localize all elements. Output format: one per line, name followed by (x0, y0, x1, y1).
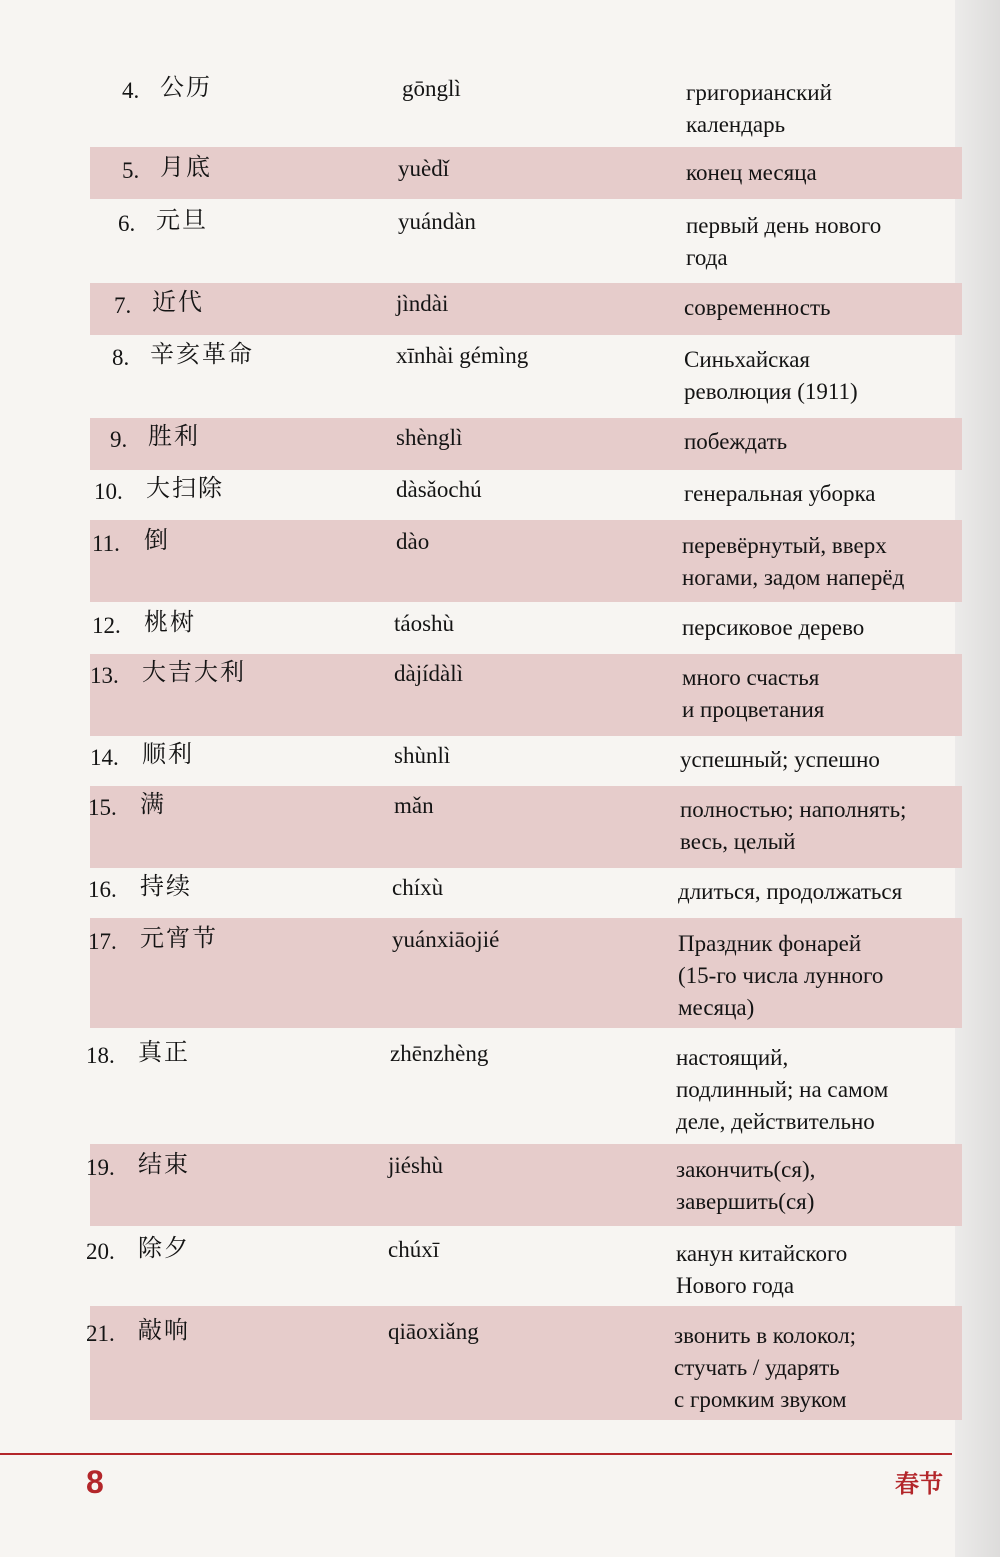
entry-number: 6. (118, 211, 136, 236)
entry-number: 8. (112, 345, 130, 370)
entry-hanzi: 大扫除 (146, 474, 224, 502)
translation-line: длиться, продолжаться (678, 879, 903, 904)
row-highlight-band (90, 418, 962, 470)
entry-pinyin: xīnhài gémìng (396, 343, 529, 368)
translation-line: календарь (686, 112, 786, 137)
entry-number: 4. (122, 78, 140, 103)
entry-number: 12. (92, 613, 121, 638)
entry-pinyin: yuèdǐ (398, 156, 450, 181)
entry-number: 15. (88, 795, 117, 820)
entry-number: 10. (94, 479, 123, 504)
entry-translation (684, 478, 876, 510)
entry-translation (676, 1238, 847, 1302)
entry-translation (680, 794, 906, 858)
entry-translation (686, 157, 817, 189)
entry-pinyin: táoshù (394, 611, 455, 636)
translation-line: завершить(ся) (676, 1189, 815, 1214)
entry-hanzi: 元宵节 (140, 924, 218, 952)
entry-hanzi: 桃树 (144, 608, 196, 636)
entry-translation (682, 662, 824, 726)
entry-pinyin: chúxī (388, 1237, 440, 1262)
page-number: 8 (86, 1464, 104, 1500)
entry-translation (680, 744, 880, 776)
translation-line: закончить(ся), (676, 1157, 816, 1182)
entry-translation (686, 77, 832, 141)
entry-translation (678, 928, 883, 1024)
entry-hanzi: 结束 (138, 1150, 190, 1178)
entry-translation (684, 426, 787, 458)
entry-hanzi: 除夕 (138, 1234, 190, 1262)
entry-pinyin: jìndài (396, 291, 449, 316)
entry-hanzi: 辛亥革命 (150, 340, 254, 368)
translation-line: деле, действительно (676, 1109, 875, 1134)
entry-number: 16. (88, 877, 117, 902)
entry-pinyin: dàsǎochú (396, 477, 482, 502)
entry-hanzi: 元旦 (156, 206, 208, 234)
translation-line: первый день нового (686, 213, 882, 238)
entry-pinyin: shènglì (396, 425, 463, 450)
entry-number: 5. (122, 158, 140, 183)
entry-pinyin: shùnlì (394, 743, 451, 768)
translation-line: много счастья (682, 665, 820, 690)
translation-line: григорианский (686, 80, 832, 105)
translation-line: Праздник фонарей (678, 931, 862, 956)
entry-translation (682, 612, 864, 644)
entry-number: 7. (114, 293, 132, 318)
entry-pinyin: yuánxiāojié (392, 927, 500, 952)
entry-hanzi: 顺利 (142, 740, 194, 768)
entry-translation (684, 344, 858, 408)
translation-line: (15-го числа лунного (678, 963, 884, 988)
entry-translation (678, 876, 902, 908)
entry-pinyin: dàjídàlì (394, 661, 463, 686)
entry-number: 19. (86, 1155, 115, 1180)
entry-hanzi: 近代 (152, 288, 204, 316)
entry-number: 18. (86, 1043, 115, 1068)
entry-hanzi: 真正 (138, 1038, 190, 1066)
translation-line: звонить в колокол; (674, 1323, 857, 1348)
translation-line: успешный; успешно (680, 747, 880, 772)
footer-rule (0, 1453, 952, 1455)
entry-hanzi: 大吉大利 (142, 658, 246, 686)
translation-line: генеральная уборка (684, 481, 876, 506)
entry-number: 9. (110, 427, 128, 452)
entry-pinyin: zhēnzhèng (390, 1041, 489, 1066)
entry-number: 14. (90, 745, 119, 770)
translation-line: Нового года (676, 1273, 795, 1298)
translation-line: весь, целый (680, 829, 796, 854)
translation-line: настоящий, (676, 1045, 789, 1070)
entry-number: 17. (88, 929, 117, 954)
entry-hanzi: 倒 (144, 526, 170, 554)
entry-pinyin: gōnglì (402, 76, 461, 101)
translation-line: ногами, задом наперёд (682, 565, 905, 590)
entry-hanzi: 公历 (160, 73, 212, 101)
translation-line: и процветания (682, 697, 825, 722)
entry-pinyin: qiāoxiǎng (388, 1319, 479, 1344)
entry-pinyin: mǎn (394, 793, 434, 818)
translation-line: персиковое дерево (682, 615, 865, 640)
translation-line: современность (684, 295, 831, 320)
entry-number: 20. (86, 1239, 115, 1264)
translation-line: революция (1911) (684, 379, 858, 404)
entry-number: 13. (90, 663, 119, 688)
entry-pinyin: yuándàn (398, 209, 476, 234)
entry-pinyin: jiéshù (388, 1153, 443, 1178)
row-highlight-band (90, 283, 962, 335)
entry-hanzi: 满 (140, 790, 166, 818)
entry-pinyin: chíxù (392, 875, 444, 900)
entry-translation (674, 1320, 856, 1416)
row-highlight-band (90, 147, 962, 199)
translation-line: Синьхайская (684, 347, 810, 372)
chapter-title: 春节 (895, 1470, 943, 1498)
entry-number: 21. (86, 1321, 115, 1346)
entry-translation (682, 530, 904, 594)
translation-line: подлинный; на самом (676, 1077, 889, 1102)
translation-line: канун китайского (676, 1241, 848, 1266)
entry-hanzi: 月底 (160, 153, 212, 181)
translation-line: с громким звуком (674, 1387, 847, 1412)
translation-line: перевёрнутый, вверх (682, 533, 887, 558)
entry-hanzi: 持续 (140, 872, 192, 900)
entry-translation (686, 210, 881, 274)
entry-number: 11. (92, 531, 120, 556)
translation-line: конец месяца (686, 160, 817, 185)
translation-line: месяца) (678, 995, 755, 1020)
translation-line: полностью; наполнять; (680, 797, 907, 822)
entry-translation (676, 1154, 815, 1218)
translation-line: побеждать (684, 429, 788, 454)
entry-hanzi: 胜利 (148, 422, 200, 450)
translation-line: стучать / ударять (674, 1355, 840, 1380)
entry-hanzi: 敲响 (138, 1316, 190, 1344)
row-highlight-band (90, 1144, 962, 1226)
entry-pinyin: dào (396, 529, 430, 554)
entry-translation (676, 1042, 888, 1138)
translation-line: года (686, 245, 728, 270)
entry-translation (684, 292, 830, 324)
